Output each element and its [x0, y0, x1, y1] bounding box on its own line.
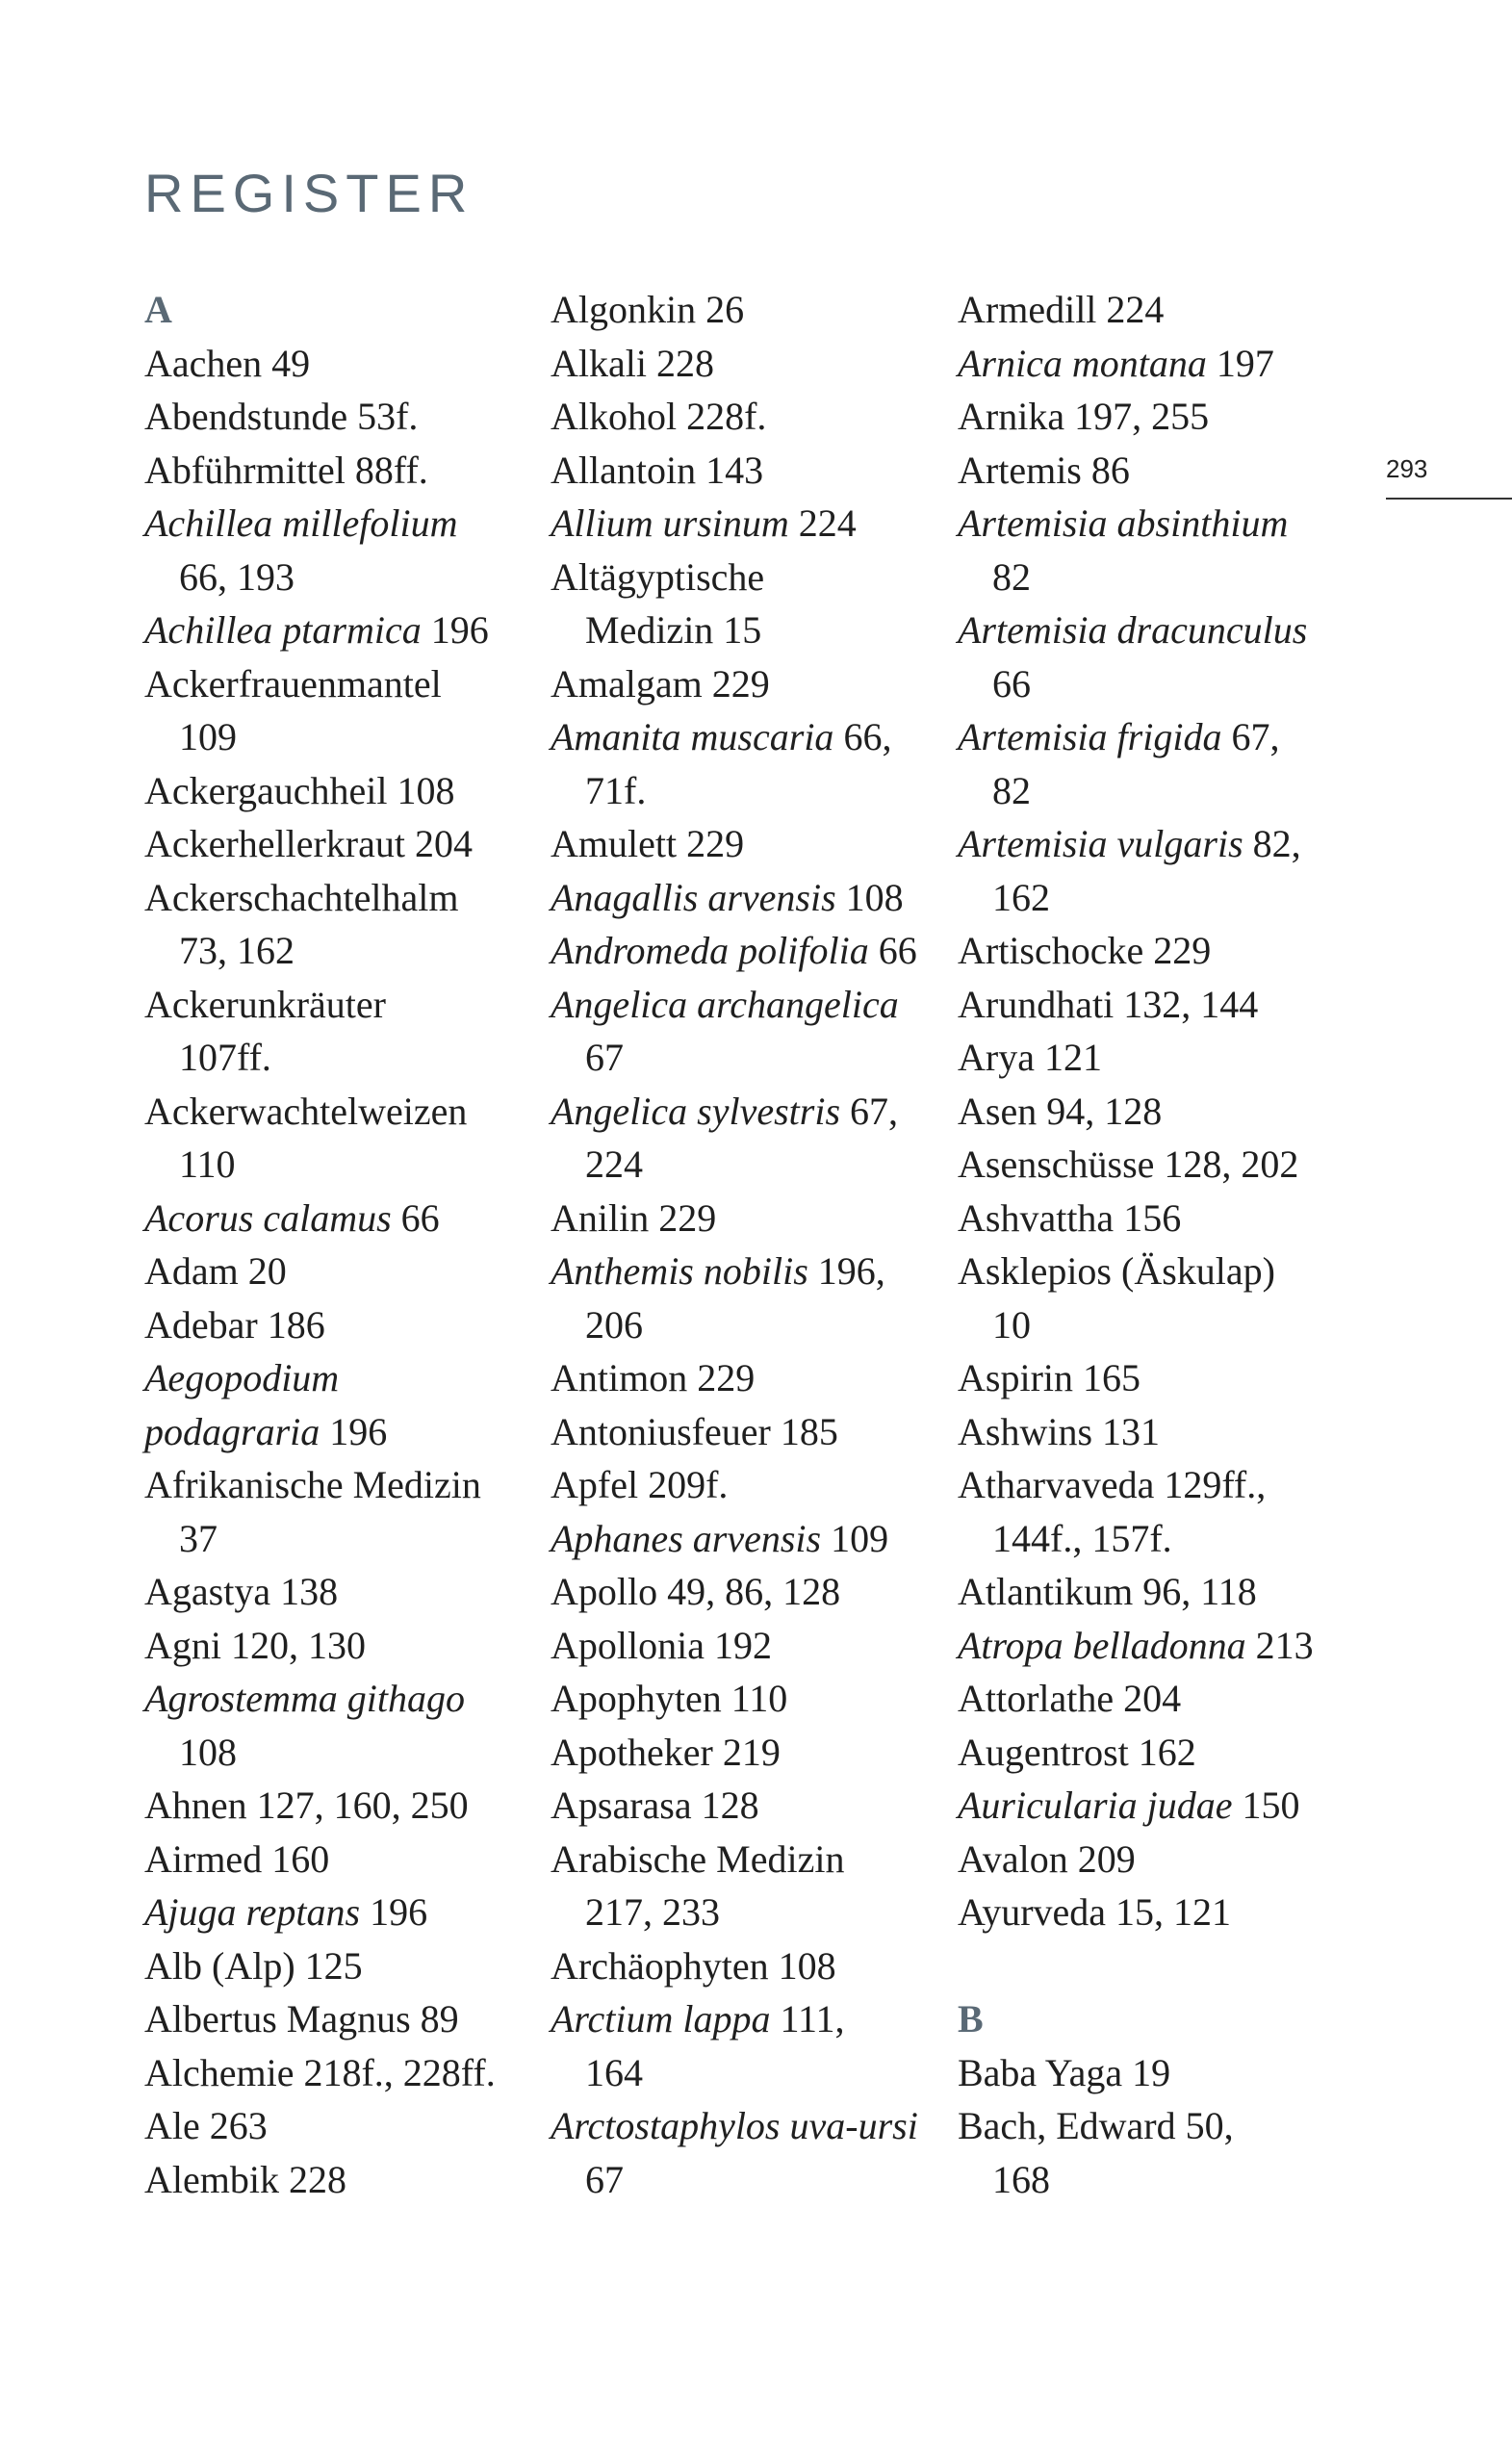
index-entry-text: Arundhati 132, 144 — [958, 982, 1259, 1026]
index-entry-text: Arnika 197, 255 — [958, 395, 1210, 438]
index-entry — [958, 1619, 1352, 1673]
index-entry-text: Ashwins 131 — [958, 1409, 1161, 1453]
index-entry — [958, 1031, 1352, 1085]
index-entry — [144, 1298, 539, 1352]
index-entry — [551, 1405, 945, 1459]
index-entry — [958, 444, 1352, 498]
index-entry — [551, 1512, 945, 1566]
index-entry-latin-name: Amanita muscaria — [551, 715, 834, 758]
index-entry-latin-name: podagraria — [144, 1409, 320, 1453]
index-entry-latin-name: Achillea millefolium — [144, 501, 458, 545]
index-entry — [144, 817, 539, 871]
index-entry — [144, 1833, 539, 1886]
index-entry — [551, 1779, 945, 1833]
index-entry-text: 82 — [992, 554, 1031, 599]
index-entry-text: Abführmittel 88ff. — [144, 448, 428, 492]
index-entry — [551, 1565, 945, 1619]
index-entry-latin-name: Angelica archangelica — [551, 982, 899, 1026]
index-entry-text: Avalon 209 — [958, 1836, 1136, 1881]
index-entry-text: Albertus Magnus 89 — [144, 1997, 459, 2040]
index-entry-text: Apsarasa 128 — [551, 1784, 759, 1827]
index-entry-text: 71f. — [585, 768, 647, 812]
index-entry-text: 67 — [585, 1036, 624, 1079]
index-entry-text: 197 — [1206, 341, 1274, 385]
index-entry — [551, 1351, 945, 1405]
index-entry-text: Algonkin 26 — [551, 288, 745, 331]
index-entry-text: 108 — [179, 1730, 237, 1774]
index-entry — [958, 390, 1352, 444]
index-entry — [144, 764, 539, 818]
index-entry — [958, 1245, 1352, 1298]
index-entry-text: Alb (Alp) 125 — [144, 1943, 363, 1988]
index-entry-text: 111, — [770, 1997, 845, 2040]
index-entry-text: Alkali 228 — [551, 341, 714, 385]
index-entry — [958, 1405, 1352, 1459]
index-entry-text: Atlantikum 96, 118 — [958, 1570, 1257, 1613]
index-entry-text: 73, 162 — [179, 929, 295, 972]
index-entry-text: 150 — [1232, 1784, 1300, 1827]
index-entry-text: Aachen 49 — [144, 341, 311, 385]
index-entry-text: 66 — [391, 1195, 440, 1240]
index-entry-continuation — [958, 2153, 1352, 2207]
index-entry-text: 213 — [1245, 1623, 1314, 1667]
index-entry — [551, 657, 945, 711]
index-entry-continuation — [144, 551, 539, 604]
index-entry-text: Ahnen 127, 160, 250 — [144, 1784, 469, 1827]
index-entry — [551, 1992, 945, 2046]
index-entry-latin-name: Auricularia judae — [958, 1784, 1233, 1827]
index-entry-text: Agastya 138 — [144, 1570, 339, 1613]
index-entry — [551, 1833, 945, 1886]
index-entry — [958, 2046, 1352, 2100]
index-entry-text: Altägyptische — [551, 554, 765, 599]
index-entry — [144, 1245, 539, 1298]
index-entry-latin-name: Anthemis nobilis — [551, 1249, 808, 1293]
index-entry-text: Apfel 209f. — [551, 1463, 729, 1506]
index-entry-continuation — [144, 1031, 539, 1085]
index-entry — [958, 1138, 1352, 1192]
index-entry-text: 66, 193 — [179, 554, 295, 599]
index-entry-latin-name: Agrostemma githago — [144, 1677, 465, 1720]
index-entry — [144, 1939, 539, 1993]
index-entry — [551, 1726, 945, 1780]
index-entry-text: Amulett 229 — [551, 822, 745, 865]
index-entry — [551, 924, 945, 978]
index-entry-text: Ackerunkräuter — [144, 982, 386, 1026]
index-entry-continuation — [551, 1298, 945, 1352]
index-entry-text: 224 — [585, 1142, 643, 1186]
index-entry — [958, 817, 1352, 871]
index-entry-text: Asenschüsse 128, 202 — [958, 1142, 1299, 1186]
index-entry — [958, 283, 1352, 337]
index-entry-continuation — [551, 1886, 945, 1939]
index-entry-text: Afrikanische Medizin — [144, 1463, 481, 1506]
index-entry — [551, 390, 945, 444]
index-spacer — [958, 1939, 1352, 1993]
index-entry-continuation — [551, 1031, 945, 1085]
index-entry — [144, 2046, 539, 2100]
index-entry-text: Artemis 86 — [958, 448, 1130, 492]
index-letter-heading: A — [144, 288, 172, 331]
index-entry — [551, 1458, 945, 1512]
index-entry-text: 67, — [840, 1089, 899, 1133]
index-entry-continuation — [958, 1512, 1352, 1566]
index-entry-text: Aspirin 165 — [958, 1356, 1140, 1399]
index-entry-text: 107ff. — [179, 1036, 271, 1079]
index-entry-text: 144f., 157f. — [992, 1516, 1172, 1560]
index-entry — [551, 978, 945, 1032]
index-entry-latin-name: Arctium lappa — [551, 1997, 771, 2040]
index-entry — [144, 871, 539, 925]
index-entry-text: Ackerschachtelhalm — [144, 875, 459, 919]
index-entry — [144, 1672, 539, 1726]
index-entry-latin-name: Artemisia vulgaris — [958, 822, 1243, 865]
index-entry-text: Airmed 160 — [144, 1836, 330, 1881]
index-entry-text: 67, — [1221, 715, 1280, 758]
index-entry-text: Asen 94, 128 — [958, 1089, 1163, 1133]
index-entry-text: Archäophyten 108 — [551, 1943, 836, 1988]
index-entry-text: Atharvaveda 129ff., — [958, 1463, 1267, 1506]
index-entry-continuation — [958, 871, 1352, 925]
index-entry-text: 67 — [585, 2157, 624, 2201]
index-entry — [958, 1779, 1352, 1833]
index-entry — [551, 551, 945, 604]
index-entry-text: Apotheker 219 — [551, 1730, 781, 1774]
index-entry — [958, 1192, 1352, 1245]
index-entry — [958, 1886, 1352, 1939]
index-entry-continuation — [144, 1138, 539, 1192]
index-entry-text: Ackerfrauenmantel — [144, 661, 442, 706]
index-entry-latin-name: Artemisia dracunculus — [958, 608, 1308, 652]
index-entry-text: Asklepios (Äskulap) — [958, 1249, 1275, 1293]
index-entry-text: Apophyten 110 — [551, 1677, 788, 1720]
index-entry-latin-name: Ajuga reptans — [144, 1890, 361, 1934]
index-column-1 — [144, 283, 539, 2206]
page-number-rule — [1386, 498, 1512, 500]
index-entry — [551, 497, 945, 551]
index-entry — [144, 1886, 539, 1939]
index-entry — [551, 337, 945, 391]
index-entry — [958, 978, 1352, 1032]
index-entry-text: 196, — [807, 1249, 885, 1293]
index-entry-text: 109 — [179, 715, 237, 758]
index-entry-text: 82 — [992, 768, 1031, 812]
index-entry-text: Agni 120, 130 — [144, 1623, 366, 1667]
index-entry-text: Ackergauchheil 108 — [144, 768, 455, 812]
index-entry-text: Bach, Edward 50, — [958, 2104, 1234, 2147]
index-entry-text: Ackerwachtelweizen — [144, 1089, 468, 1133]
index-entry-text: Attorlathe 204 — [958, 1677, 1182, 1720]
index-entry-continuation — [958, 1298, 1352, 1352]
index-entry — [958, 1726, 1352, 1780]
index-entry — [551, 1619, 945, 1673]
index-entry-continuation — [958, 657, 1352, 711]
index-entry-text: 224 — [788, 501, 857, 545]
index-entry-continuation — [551, 764, 945, 818]
index-entry — [551, 871, 945, 925]
index-entry — [144, 337, 539, 391]
index-entry-text: Armedill 224 — [958, 288, 1165, 331]
index-entry-continuation — [551, 1138, 945, 1192]
index-entry-latin-name: Achillea ptarmica — [144, 608, 422, 652]
index-entry-text: Artischocke 229 — [958, 929, 1212, 972]
index-entry-text: 164 — [585, 2050, 643, 2094]
index-entry-text: 37 — [179, 1516, 218, 1560]
index-entry-latin-name: Andromeda polifolia — [551, 929, 869, 972]
index-entry — [144, 2099, 539, 2153]
index-entry-text: 66, — [833, 715, 892, 758]
index-entry-latin-name: Artemisia frigida — [958, 715, 1222, 758]
index-entry — [551, 444, 945, 498]
index-entry — [958, 497, 1352, 551]
index-entry — [958, 1672, 1352, 1726]
index-entry-text: Anilin 229 — [551, 1195, 717, 1240]
index-entry — [958, 1085, 1352, 1139]
index-column-3 — [958, 283, 1352, 2206]
index-entry-continuation — [144, 924, 539, 978]
index-entry — [551, 710, 945, 764]
index-entry-text: Apollonia 192 — [551, 1623, 772, 1667]
index-entry-text: Medizin 15 — [585, 608, 762, 652]
index-entry-text: 206 — [585, 1302, 643, 1347]
index-entry-continuation — [144, 710, 539, 764]
index-entry-latin-name: Aphanes arvensis — [551, 1516, 822, 1560]
index-entry-text: Alchemie 218f., 228ff. — [144, 2050, 496, 2094]
index-entry — [551, 1192, 945, 1245]
index-entry-latin-name: Arctostaphylos uva-ursi — [551, 2104, 918, 2147]
index-entry-text: 162 — [992, 875, 1050, 919]
index-entry — [144, 1565, 539, 1619]
index-entry-text: Baba Yaga 19 — [958, 2050, 1171, 2094]
index-entry-continuation — [144, 1512, 539, 1566]
index-entry — [958, 1351, 1352, 1405]
index-entry — [144, 603, 539, 657]
index-entry-text: Augentrost 162 — [958, 1730, 1196, 1774]
index-entry-text: Apollo 49, 86, 128 — [551, 1570, 841, 1613]
index-entry — [144, 1085, 539, 1139]
index-entry-text: 10 — [992, 1302, 1031, 1347]
index-entry — [144, 497, 539, 551]
index-entry-text: Antoniusfeuer 185 — [551, 1409, 838, 1453]
index-entry-text: 196 — [360, 1890, 428, 1934]
index-entry — [958, 710, 1352, 764]
index-entry — [551, 817, 945, 871]
index-entry-text: 109 — [821, 1516, 889, 1560]
index-entry-latin-name: Anagallis arvensis — [551, 875, 836, 919]
index-entry-text: Amalgam 229 — [551, 661, 770, 706]
index-entry — [958, 337, 1352, 391]
index-entry — [958, 1458, 1352, 1512]
index-entry-text: Arya 121 — [958, 1036, 1102, 1079]
index-entry-text: Arabische Medizin — [551, 1836, 845, 1881]
index-entry-latin-name: Aegopodium — [144, 1356, 340, 1399]
index-entry-text: Ackerhellerkraut 204 — [144, 822, 473, 865]
index-entry-text: Antimon 229 — [551, 1356, 756, 1399]
index-entry-latin-name: Atropa belladonna — [958, 1623, 1246, 1667]
index-entry-text: Abendstunde 53f. — [144, 395, 419, 438]
index-entry — [144, 1405, 539, 1459]
index-entry — [144, 390, 539, 444]
index-entry — [551, 1939, 945, 1993]
index-entry-continuation — [958, 764, 1352, 818]
index-entry — [144, 978, 539, 1032]
index-entry-text: Adebar 186 — [144, 1302, 325, 1347]
index-entry-continuation — [551, 2153, 945, 2207]
index-entry — [144, 2153, 539, 2207]
index-entry-text: 66 — [992, 661, 1031, 706]
index-entry — [551, 1245, 945, 1298]
index-entry — [958, 603, 1352, 657]
index-entry-text: Allantoin 143 — [551, 448, 764, 492]
index-entry — [958, 1833, 1352, 1886]
index-entry — [144, 1992, 539, 2046]
index-entry — [551, 283, 945, 337]
index-entry-text: Alkohol 228f. — [551, 395, 767, 438]
index-entry — [144, 1351, 539, 1405]
index-entry-continuation — [144, 1726, 539, 1780]
index-entry — [144, 1779, 539, 1833]
page-number: 293 — [1386, 454, 1428, 483]
index-entry-text: 168 — [992, 2157, 1050, 2201]
index-entry — [958, 924, 1352, 978]
index-entry-text: 110 — [179, 1142, 236, 1186]
index-entry — [551, 2099, 945, 2153]
index-entry-text: Ashvattha 156 — [958, 1195, 1182, 1240]
index-entry-latin-name: Allium ursinum — [551, 501, 789, 545]
index-entry-text: 82, — [1243, 822, 1301, 865]
index-entry-text: 66 — [868, 929, 917, 972]
index-entry — [144, 657, 539, 711]
index-entry-latin-name: Arnica montana — [958, 341, 1207, 385]
index-entry — [144, 444, 539, 498]
index-entry-text: 217, 233 — [585, 1890, 720, 1934]
index-entry-text: 108 — [835, 875, 904, 919]
index-column-2 — [551, 283, 945, 2206]
index-entry — [551, 1672, 945, 1726]
index-entry-continuation — [551, 2046, 945, 2100]
index-entry-text: 196 — [421, 608, 489, 652]
index-entry-continuation — [958, 551, 1352, 604]
index-entry — [144, 1619, 539, 1673]
index-entry-text: 196 — [320, 1409, 388, 1453]
index-entry — [958, 1565, 1352, 1619]
index-entry — [958, 2099, 1352, 2153]
index-entry-continuation — [551, 603, 945, 657]
index-entry-latin-name: Acorus calamus — [144, 1195, 392, 1240]
page-title: REGISTER — [144, 163, 474, 223]
index-entry-text: Ayurveda 15, 121 — [958, 1890, 1232, 1934]
index-entry-text: Alembik 228 — [144, 2157, 346, 2201]
index-entry-latin-name: Angelica sylvestris — [551, 1089, 841, 1133]
index-entry — [144, 1458, 539, 1512]
index-letter-heading: B — [958, 1997, 984, 2040]
index-entry-latin-name: Artemisia absinthium — [958, 501, 1289, 545]
index-entry-text: Ale 263 — [144, 2104, 268, 2147]
index-entry — [551, 1085, 945, 1139]
index-entry-text: Adam 20 — [144, 1249, 287, 1293]
index-entry — [144, 1192, 539, 1245]
